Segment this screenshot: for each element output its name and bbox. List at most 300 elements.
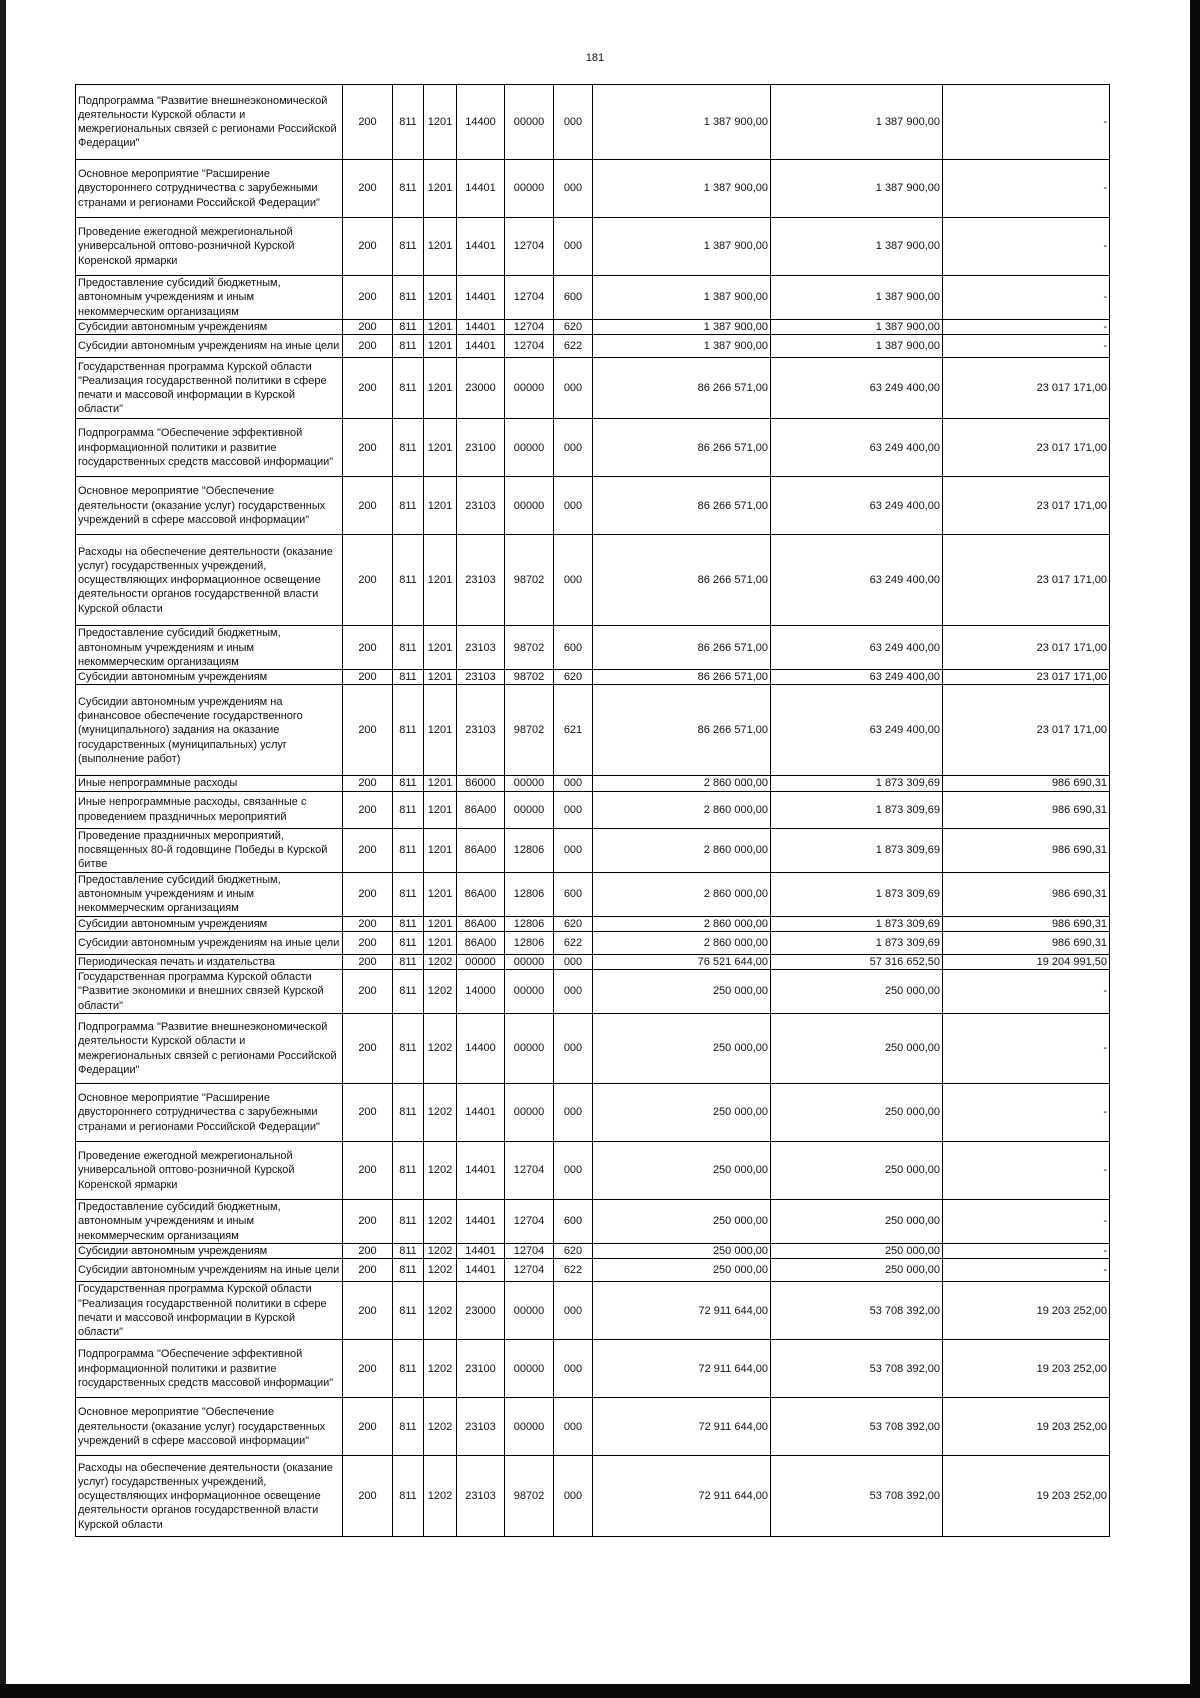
row-name: Основное мероприятие "Расширение двустороннего сотрудничества с зарубежными странами и регионами Российской Федерации" [76, 160, 343, 218]
code-expense-type: 000 [554, 160, 593, 218]
value-federal: 250 000,00 [771, 1142, 943, 1200]
value-total: 250 000,00 [593, 1142, 771, 1200]
code-section: 1202 [424, 954, 457, 969]
row-name: Субсидии автономным учреждениям [76, 670, 343, 685]
code-section: 1201 [424, 358, 457, 419]
code-ministry: 811 [393, 1244, 424, 1259]
table-row [76, 828, 1110, 872]
code-admin: 200 [343, 776, 393, 791]
value-federal: 1 873 309,69 [771, 931, 943, 954]
code-expense-type: 000 [554, 218, 593, 276]
code-expense-type: 622 [554, 931, 593, 954]
value-regional: 23 017 171,00 [943, 477, 1110, 535]
code-ministry: 811 [393, 970, 424, 1014]
code-direction: 12806 [505, 828, 554, 872]
code-direction: 98702 [505, 685, 554, 776]
value-regional: - [943, 1200, 1110, 1244]
table-row [76, 970, 1110, 1014]
table-row [76, 916, 1110, 931]
code-section: 1201 [424, 828, 457, 872]
row-name: Проведение праздничных мероприятий, посвященных 80-й годовщине Победы в Курской битве [76, 828, 343, 872]
code-program: 14401 [457, 276, 505, 320]
code-direction: 00000 [505, 970, 554, 1014]
table-row [76, 1200, 1110, 1244]
scan-edge-bottom [0, 1684, 1200, 1698]
code-section: 1201 [424, 776, 457, 791]
value-regional: - [943, 335, 1110, 358]
code-ministry: 811 [393, 218, 424, 276]
value-federal: 1 387 900,00 [771, 85, 943, 160]
table-row [76, 1456, 1110, 1537]
code-expense-type: 000 [554, 954, 593, 969]
code-direction: 12704 [505, 1244, 554, 1259]
value-federal: 63 249 400,00 [771, 626, 943, 670]
value-federal: 53 708 392,00 [771, 1456, 943, 1537]
code-section: 1202 [424, 1200, 457, 1244]
value-total: 76 521 644,00 [593, 954, 771, 969]
value-regional: - [943, 1244, 1110, 1259]
code-program: 14401 [457, 218, 505, 276]
table-row [76, 477, 1110, 535]
table-row [76, 320, 1110, 335]
code-section: 1201 [424, 276, 457, 320]
code-direction: 00000 [505, 85, 554, 160]
row-name: Подпрограмма "Развитие внешнеэкономической деятельности Курской области и межрегиональных связей с регионами Российской Федерации" [76, 1014, 343, 1084]
code-ministry: 811 [393, 419, 424, 477]
row-name: Расходы на обеспечение деятельности (оказание услуг) государственных учреждений, осуществляющих информационное освещение деятельности органов государственной власти Курской области [76, 1456, 343, 1537]
row-name: Подпрограмма "Обеспечение эффективной информационной политики и развитие государственных средств массовой информации" [76, 1340, 343, 1398]
code-admin: 200 [343, 970, 393, 1014]
code-expense-type: 000 [554, 828, 593, 872]
code-section: 1201 [424, 931, 457, 954]
value-total: 1 387 900,00 [593, 335, 771, 358]
code-admin: 200 [343, 916, 393, 931]
code-section: 1201 [424, 535, 457, 626]
value-federal: 250 000,00 [771, 970, 943, 1014]
code-direction: 00000 [505, 160, 554, 218]
table-row [76, 160, 1110, 218]
value-regional: 19 204 991,50 [943, 954, 1110, 969]
code-program: 14000 [457, 970, 505, 1014]
code-direction: 00000 [505, 1014, 554, 1084]
table-row [76, 335, 1110, 358]
table-row [76, 1340, 1110, 1398]
code-direction: 12704 [505, 276, 554, 320]
code-section: 1201 [424, 160, 457, 218]
value-federal: 1 387 900,00 [771, 276, 943, 320]
code-admin: 200 [343, 1398, 393, 1456]
code-expense-type: 600 [554, 276, 593, 320]
code-section: 1201 [424, 685, 457, 776]
value-federal: 53 708 392,00 [771, 1282, 943, 1340]
table-body [76, 85, 1110, 1537]
value-total: 86 266 571,00 [593, 419, 771, 477]
code-program: 23100 [457, 419, 505, 477]
code-expense-type: 000 [554, 535, 593, 626]
value-regional: - [943, 320, 1110, 335]
table-row [76, 535, 1110, 626]
code-direction: 00000 [505, 776, 554, 791]
row-name: Основное мероприятие "Расширение двустороннего сотрудничества с зарубежными странами и регионами Российской Федерации" [76, 1084, 343, 1142]
row-name: Проведение ежегодной межрегиональной универсальной оптово-розничной Курской Коренской ярмарки [76, 218, 343, 276]
code-admin: 200 [343, 358, 393, 419]
code-ministry: 811 [393, 1282, 424, 1340]
code-ministry: 811 [393, 1398, 424, 1456]
row-name: Субсидии автономным учреждениям на иные цели [76, 931, 343, 954]
code-ministry: 811 [393, 828, 424, 872]
value-regional: - [943, 1259, 1110, 1282]
code-program: 14401 [457, 1244, 505, 1259]
value-federal: 53 708 392,00 [771, 1398, 943, 1456]
code-section: 1201 [424, 477, 457, 535]
code-ministry: 811 [393, 358, 424, 419]
code-expense-type: 000 [554, 970, 593, 1014]
value-regional: 19 203 252,00 [943, 1398, 1110, 1456]
code-ministry: 811 [393, 685, 424, 776]
code-program: 23103 [457, 1456, 505, 1537]
code-ministry: 811 [393, 1200, 424, 1244]
value-federal: 1 873 309,69 [771, 791, 943, 828]
code-admin: 200 [343, 535, 393, 626]
value-regional: 986 690,31 [943, 872, 1110, 916]
code-program: 14401 [457, 160, 505, 218]
code-ministry: 811 [393, 535, 424, 626]
code-ministry: 811 [393, 1340, 424, 1398]
code-ministry: 811 [393, 320, 424, 335]
value-federal: 57 316 652,50 [771, 954, 943, 969]
code-direction: 98702 [505, 670, 554, 685]
code-section: 1202 [424, 1340, 457, 1398]
code-admin: 200 [343, 160, 393, 218]
value-total: 250 000,00 [593, 970, 771, 1014]
row-name: Основное мероприятие "Обеспечение деятельности (оказание услуг) государственных учреждений в сфере массовой информации" [76, 1398, 343, 1456]
code-admin: 200 [343, 477, 393, 535]
code-admin: 200 [343, 828, 393, 872]
code-section: 1201 [424, 218, 457, 276]
code-direction: 12704 [505, 335, 554, 358]
row-name: Государственная программа Курской области "Развитие экономики и внешних связей Курской области" [76, 970, 343, 1014]
code-program: 86А00 [457, 791, 505, 828]
code-program: 86А00 [457, 931, 505, 954]
row-name: Проведение ежегодной межрегиональной универсальной оптово-розничной Курской Коренской ярмарки [76, 1142, 343, 1200]
value-federal: 1 873 309,69 [771, 872, 943, 916]
value-total: 2 860 000,00 [593, 828, 771, 872]
value-regional: - [943, 160, 1110, 218]
code-admin: 200 [343, 276, 393, 320]
value-federal: 53 708 392,00 [771, 1340, 943, 1398]
code-program: 14401 [457, 335, 505, 358]
code-expense-type: 000 [554, 85, 593, 160]
code-admin: 200 [343, 218, 393, 276]
value-total: 2 860 000,00 [593, 791, 771, 828]
value-federal: 250 000,00 [771, 1244, 943, 1259]
value-total: 1 387 900,00 [593, 160, 771, 218]
code-program: 23103 [457, 477, 505, 535]
code-section: 1202 [424, 1398, 457, 1456]
code-expense-type: 000 [554, 1456, 593, 1537]
row-name: Иные непрограммные расходы [76, 776, 343, 791]
code-ministry: 811 [393, 276, 424, 320]
code-program: 23103 [457, 670, 505, 685]
code-admin: 200 [343, 1282, 393, 1340]
value-total: 2 860 000,00 [593, 916, 771, 931]
code-section: 1201 [424, 626, 457, 670]
value-federal: 1 387 900,00 [771, 160, 943, 218]
code-admin: 200 [343, 670, 393, 685]
code-program: 23103 [457, 685, 505, 776]
code-ministry: 811 [393, 776, 424, 791]
code-ministry: 811 [393, 954, 424, 969]
code-section: 1201 [424, 791, 457, 828]
code-direction: 00000 [505, 1398, 554, 1456]
row-name: Субсидии автономным учреждениям на иные цели [76, 335, 343, 358]
code-program: 14401 [457, 1142, 505, 1200]
table-row [76, 1084, 1110, 1142]
code-expense-type: 620 [554, 320, 593, 335]
value-federal: 1 387 900,00 [771, 218, 943, 276]
row-name: Субсидии автономным учреждениям [76, 916, 343, 931]
row-name: Государственная программа Курской области "Реализация государственной политики в сфере печати и массовой информации в Курской области" [76, 358, 343, 419]
code-section: 1201 [424, 419, 457, 477]
value-federal: 63 249 400,00 [771, 685, 943, 776]
row-name: Субсидии автономным учреждениям [76, 320, 343, 335]
value-regional: 23 017 171,00 [943, 419, 1110, 477]
code-expense-type: 000 [554, 1084, 593, 1142]
code-program: 86А00 [457, 872, 505, 916]
code-section: 1202 [424, 970, 457, 1014]
row-name: Периодическая печать и издательства [76, 954, 343, 969]
table-row [76, 1259, 1110, 1282]
code-section: 1201 [424, 85, 457, 160]
value-regional: - [943, 276, 1110, 320]
scan-edge-left [0, 0, 6, 1698]
code-direction: 00000 [505, 477, 554, 535]
value-regional: 19 203 252,00 [943, 1340, 1110, 1398]
row-name: Основное мероприятие "Обеспечение деятельности (оказание услуг) государственных учреждений в сфере массовой информации" [76, 477, 343, 535]
value-regional: - [943, 970, 1110, 1014]
table-row [76, 872, 1110, 916]
code-direction: 00000 [505, 1340, 554, 1398]
value-total: 86 266 571,00 [593, 477, 771, 535]
code-direction: 12704 [505, 1142, 554, 1200]
value-total: 2 860 000,00 [593, 872, 771, 916]
code-direction: 12704 [505, 320, 554, 335]
code-program: 86А00 [457, 916, 505, 931]
value-total: 72 911 644,00 [593, 1398, 771, 1456]
value-total: 1 387 900,00 [593, 85, 771, 160]
value-regional: 23 017 171,00 [943, 358, 1110, 419]
code-program: 86000 [457, 776, 505, 791]
code-expense-type: 000 [554, 419, 593, 477]
code-expense-type: 600 [554, 872, 593, 916]
code-program: 14401 [457, 1259, 505, 1282]
code-ministry: 811 [393, 931, 424, 954]
code-expense-type: 622 [554, 335, 593, 358]
code-admin: 200 [343, 335, 393, 358]
value-total: 72 911 644,00 [593, 1456, 771, 1537]
value-federal: 1 387 900,00 [771, 320, 943, 335]
table-row [76, 670, 1110, 685]
code-direction: 00000 [505, 419, 554, 477]
table-row [76, 358, 1110, 419]
code-direction: 12806 [505, 931, 554, 954]
value-regional: 19 203 252,00 [943, 1282, 1110, 1340]
scan-edge-right [1190, 0, 1200, 1698]
code-expense-type: 000 [554, 477, 593, 535]
code-direction: 00000 [505, 358, 554, 419]
value-regional: - [943, 1084, 1110, 1142]
value-total: 250 000,00 [593, 1014, 771, 1084]
code-program: 14401 [457, 1200, 505, 1244]
code-admin: 200 [343, 931, 393, 954]
code-ministry: 811 [393, 1259, 424, 1282]
code-ministry: 811 [393, 160, 424, 218]
value-total: 86 266 571,00 [593, 358, 771, 419]
code-admin: 200 [343, 1259, 393, 1282]
code-expense-type: 000 [554, 358, 593, 419]
code-expense-type: 621 [554, 685, 593, 776]
code-section: 1202 [424, 1084, 457, 1142]
code-direction: 00000 [505, 954, 554, 969]
code-admin: 200 [343, 320, 393, 335]
code-section: 1202 [424, 1142, 457, 1200]
row-name: Субсидии автономным учреждениям на финансовое обеспечение государственного (муниципального) задания на оказание государственных (муниципальных) услуг (выполнение работ) [76, 685, 343, 776]
code-direction: 12806 [505, 872, 554, 916]
row-name: Субсидии автономным учреждениям [76, 1244, 343, 1259]
code-program: 23103 [457, 1398, 505, 1456]
code-ministry: 811 [393, 335, 424, 358]
code-admin: 200 [343, 419, 393, 477]
value-regional: 23 017 171,00 [943, 685, 1110, 776]
value-regional: 23 017 171,00 [943, 535, 1110, 626]
value-federal: 63 249 400,00 [771, 670, 943, 685]
table-row [76, 954, 1110, 969]
value-total: 1 387 900,00 [593, 320, 771, 335]
code-ministry: 811 [393, 626, 424, 670]
code-ministry: 811 [393, 1142, 424, 1200]
code-admin: 200 [343, 85, 393, 160]
row-name: Государственная программа Курской области "Реализация государственной политики в сфере печати и массовой информации в Курской области" [76, 1282, 343, 1340]
code-ministry: 811 [393, 477, 424, 535]
value-federal: 63 249 400,00 [771, 535, 943, 626]
code-program: 14401 [457, 1084, 505, 1142]
value-regional: - [943, 218, 1110, 276]
table-row [76, 1142, 1110, 1200]
value-federal: 1 873 309,69 [771, 916, 943, 931]
code-section: 1201 [424, 916, 457, 931]
table-row [76, 626, 1110, 670]
value-regional: 23 017 171,00 [943, 670, 1110, 685]
value-federal: 250 000,00 [771, 1014, 943, 1084]
code-section: 1202 [424, 1014, 457, 1084]
value-total: 2 860 000,00 [593, 776, 771, 791]
value-federal: 63 249 400,00 [771, 477, 943, 535]
code-expense-type: 000 [554, 1282, 593, 1340]
value-regional: - [943, 1014, 1110, 1084]
value-federal: 250 000,00 [771, 1084, 943, 1142]
table-row [76, 791, 1110, 828]
table-row [76, 685, 1110, 776]
code-section: 1202 [424, 1244, 457, 1259]
code-ministry: 811 [393, 1014, 424, 1084]
code-section: 1201 [424, 872, 457, 916]
code-direction: 00000 [505, 1282, 554, 1340]
value-total: 86 266 571,00 [593, 670, 771, 685]
value-total: 2 860 000,00 [593, 931, 771, 954]
table-row [76, 218, 1110, 276]
code-ministry: 811 [393, 872, 424, 916]
table-row [76, 931, 1110, 954]
code-direction: 12704 [505, 1259, 554, 1282]
code-program: 00000 [457, 954, 505, 969]
value-federal: 63 249 400,00 [771, 419, 943, 477]
row-name: Предоставление субсидий бюджетным, автономным учреждениям и иным некоммерческим организациям [76, 872, 343, 916]
code-admin: 200 [343, 1142, 393, 1200]
code-section: 1202 [424, 1282, 457, 1340]
code-section: 1201 [424, 670, 457, 685]
code-section: 1202 [424, 1259, 457, 1282]
row-name: Предоставление субсидий бюджетным, автономным учреждениям и иным некоммерческим организациям [76, 1200, 343, 1244]
value-total: 86 266 571,00 [593, 626, 771, 670]
code-expense-type: 000 [554, 1340, 593, 1398]
code-ministry: 811 [393, 791, 424, 828]
code-expense-type: 000 [554, 791, 593, 828]
code-section: 1201 [424, 320, 457, 335]
value-federal: 1 873 309,69 [771, 828, 943, 872]
code-direction: 98702 [505, 626, 554, 670]
code-ministry: 811 [393, 1084, 424, 1142]
row-name: Подпрограмма "Обеспечение эффективной информационной политики и развитие государственных средств массовой информации" [76, 419, 343, 477]
value-total: 72 911 644,00 [593, 1340, 771, 1398]
code-direction: 12704 [505, 218, 554, 276]
code-expense-type: 600 [554, 1200, 593, 1244]
table-row [76, 276, 1110, 320]
code-program: 23103 [457, 626, 505, 670]
code-expense-type: 622 [554, 1259, 593, 1282]
code-section: 1201 [424, 335, 457, 358]
table-row [76, 1282, 1110, 1340]
table-row [76, 85, 1110, 160]
code-program: 14400 [457, 1014, 505, 1084]
row-name: Подпрограмма "Развитие внешнеэкономической деятельности Курской области и межрегиональных связей с регионами Российской Федерации" [76, 85, 343, 160]
value-total: 1 387 900,00 [593, 218, 771, 276]
code-direction: 98702 [505, 535, 554, 626]
code-admin: 200 [343, 872, 393, 916]
code-admin: 200 [343, 626, 393, 670]
code-direction: 00000 [505, 1084, 554, 1142]
page-number: 181 [585, 52, 605, 64]
value-federal: 250 000,00 [771, 1200, 943, 1244]
code-expense-type: 600 [554, 626, 593, 670]
code-program: 14401 [457, 320, 505, 335]
code-ministry: 811 [393, 85, 424, 160]
code-program: 23103 [457, 535, 505, 626]
value-regional: 986 690,31 [943, 828, 1110, 872]
value-regional: - [943, 1142, 1110, 1200]
value-federal: 63 249 400,00 [771, 358, 943, 419]
row-name: Предоставление субсидий бюджетным, автономным учреждениям и иным некоммерческим организациям [76, 276, 343, 320]
code-direction: 98702 [505, 1456, 554, 1537]
value-regional: 986 690,31 [943, 931, 1110, 954]
value-regional: 986 690,31 [943, 916, 1110, 931]
code-ministry: 811 [393, 670, 424, 685]
code-direction: 12806 [505, 916, 554, 931]
code-program: 23000 [457, 358, 505, 419]
row-name: Расходы на обеспечение деятельности (оказание услуг) государственных учреждений, осуществляющих информационное освещение деятельности органов государственной власти Курской области [76, 535, 343, 626]
code-admin: 200 [343, 791, 393, 828]
code-ministry: 811 [393, 916, 424, 931]
value-federal: 1 387 900,00 [771, 335, 943, 358]
